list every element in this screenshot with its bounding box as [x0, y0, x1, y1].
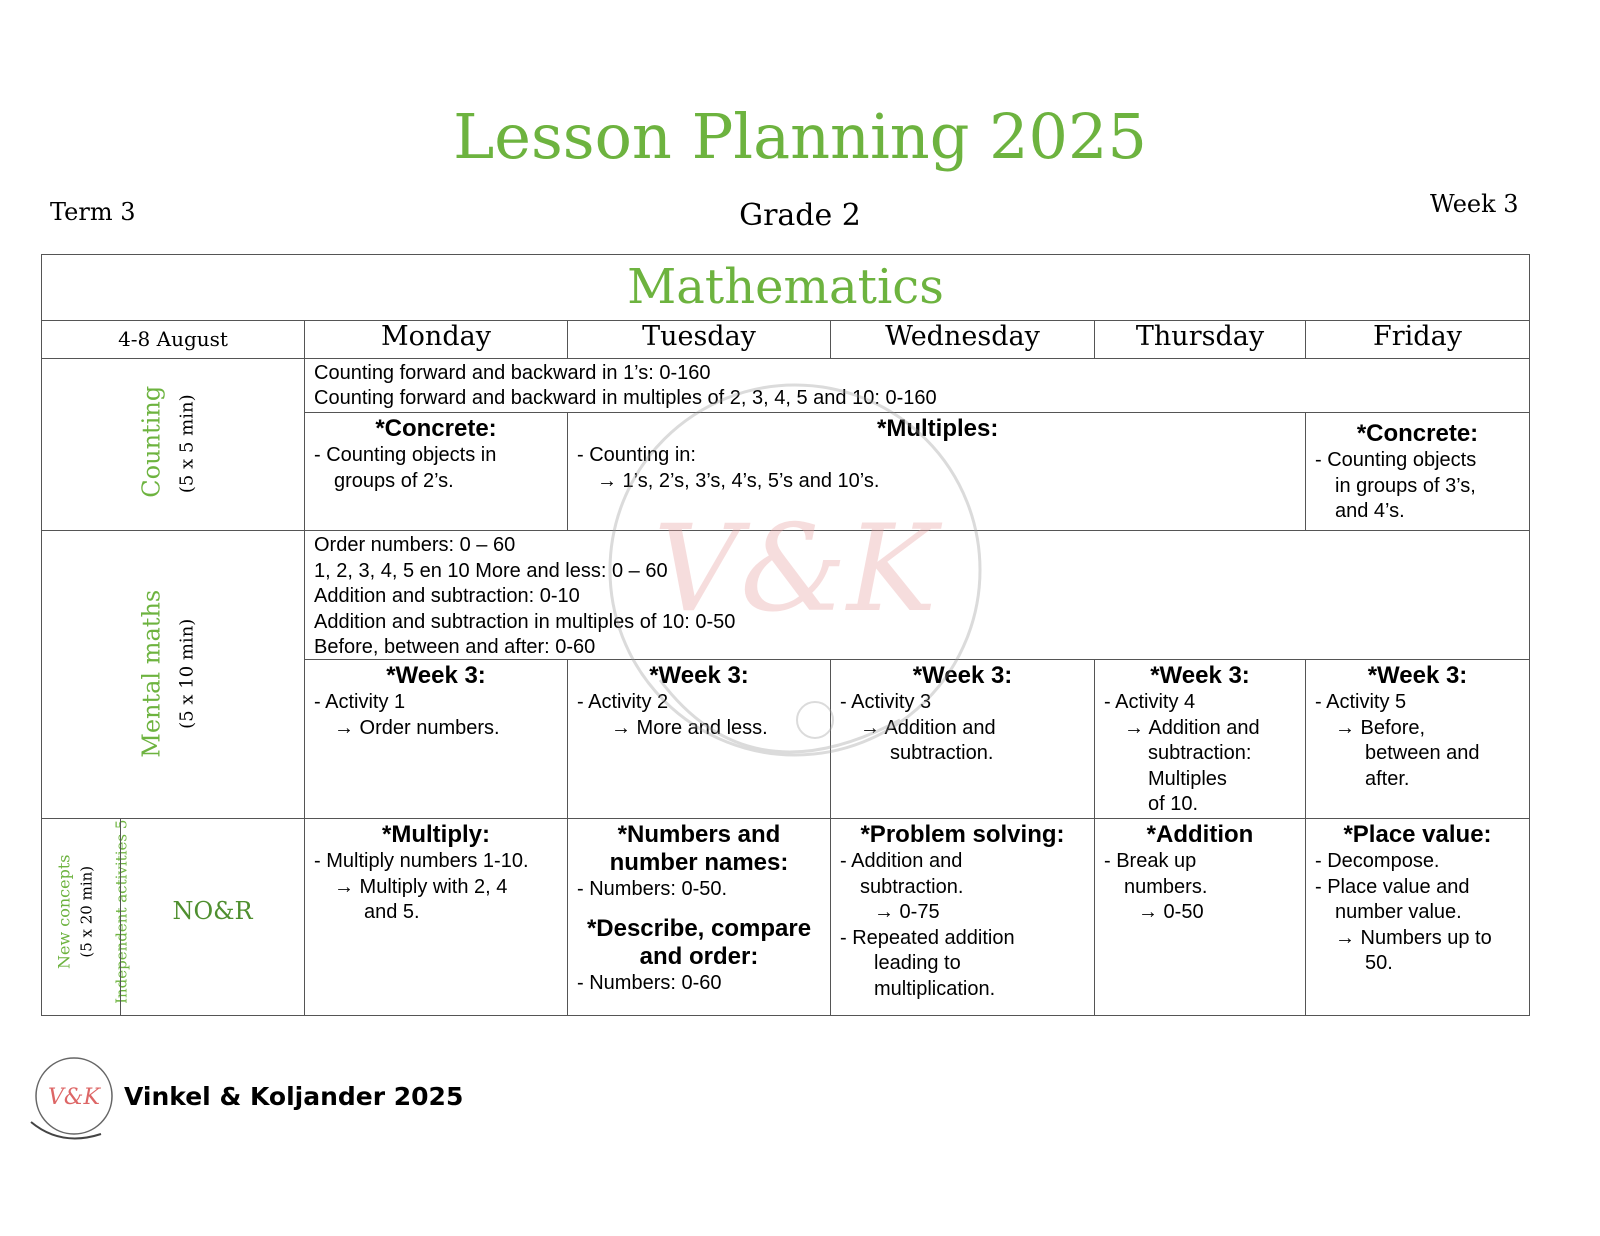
cell-heading: *Concrete: [375, 415, 497, 442]
text-line: - Place value and [1315, 875, 1470, 898]
term-label: Term 3 [50, 198, 136, 226]
text-line: → Order numbers. [334, 716, 500, 739]
text-line: - Activity 5 [1315, 691, 1407, 713]
new-tuesday [567, 818, 831, 1016]
mental-general [304, 530, 1530, 660]
text-line: - Numbers: 0-50. [577, 878, 728, 900]
date-range: 4-8 August [41, 320, 305, 359]
mental-label-cell [41, 530, 305, 819]
text-line: - Multiply numbers 1-10. [314, 850, 529, 872]
text-line: and 4’s. [1335, 500, 1405, 522]
cell-heading: *Addition [1146, 821, 1254, 848]
new-concepts-time: (5 x 20 min) [77, 865, 96, 958]
text-line: - Counting objects [1315, 449, 1477, 471]
text-line: → 1’s, 2’s, 3’s, 4’s, 5’s and 10’s. [597, 469, 880, 492]
text-line: Multiples [1148, 767, 1227, 790]
mental-time: (5 x 10 min) [176, 618, 198, 729]
day-monday: Monday [304, 320, 568, 359]
text-line: - Activity 1 [314, 691, 406, 713]
text-line: Addition and subtraction: 0-10 [314, 585, 580, 607]
text-line: → Before, [1335, 716, 1426, 739]
counting-multiples [567, 412, 1306, 531]
cell-heading: *Week 3: [386, 662, 486, 689]
day-tuesday: Tuesday [567, 320, 831, 359]
text-line: Counting forward and backward in multiples of 2, 3, 4, 5 and 10: 0-160 [314, 387, 937, 409]
footer-logo [26, 1052, 118, 1144]
text-line: → Addition and [860, 716, 996, 739]
text-line: Addition and subtraction in multiples of 10: 0-50 [314, 610, 736, 633]
text-line: leading to [874, 952, 961, 974]
counting-label-cell [41, 358, 305, 531]
text-line: - Activity 2 [577, 691, 669, 713]
text-line: - Addition and [840, 850, 963, 872]
cell-heading: *Multiply: [382, 821, 490, 848]
cell-heading: *Week 3: [912, 662, 1013, 689]
cell-heading: *Problem solving: [860, 821, 1065, 848]
grade-label: Grade 2 [739, 198, 861, 233]
text-line: → Numbers up to [1335, 926, 1492, 949]
new-friday [1305, 818, 1530, 1016]
page-title: Lesson Planning 2025 [453, 100, 1147, 173]
text-line: number value. [1335, 901, 1462, 923]
svg-text:V&K: V&K [653, 500, 937, 639]
text-line: - Counting in: [577, 444, 696, 466]
text-line: groups of 2’s. [334, 469, 454, 492]
new-concepts-label: New concepts [54, 854, 74, 969]
day-wednesday: Wednesday [830, 320, 1095, 359]
text-line: 50. [1365, 952, 1393, 974]
cell-heading: *Describe, compare and order: [586, 914, 812, 970]
text-line: → 0-75 [874, 901, 940, 923]
independent-activities-label: Independent activities 5 [112, 819, 131, 1004]
cell-heading: *Week 3: [649, 662, 749, 689]
text-line: subtraction: [1148, 742, 1252, 764]
cell-heading: *Concrete: [1356, 420, 1479, 447]
text-line: between and [1365, 742, 1480, 764]
text-line: → Multiply with 2, 4 [334, 875, 508, 898]
text-line: → More and less. [611, 716, 768, 739]
text-line: - Break up [1104, 850, 1197, 872]
footer-credit: Vinkel & Koljander 2025 [124, 1082, 464, 1111]
text-line: Counting forward and backward in 1’s: 0-160 [314, 362, 711, 384]
text-line: - Activity 4 [1104, 691, 1196, 713]
subject-title: Mathematics [41, 254, 1530, 321]
text-line: → 0-50 [1138, 901, 1204, 923]
text-line: subtraction. [890, 742, 994, 764]
mental-monday [304, 659, 568, 819]
cell-heading: *Week 3: [1150, 662, 1250, 689]
cell-heading: *Numbers and number names: [609, 821, 789, 876]
week-label: Week 3 [1430, 190, 1519, 218]
counting-friday [1305, 412, 1530, 531]
text-line: in groups of 3’s, [1335, 474, 1476, 497]
text-line: - Numbers: 0-60 [577, 971, 722, 994]
text-line: of 10. [1148, 793, 1199, 815]
cell-heading: *Place value: [1343, 821, 1492, 848]
counting-label: Counting [137, 385, 166, 498]
day-friday: Friday [1305, 320, 1530, 359]
mental-wednesday [830, 659, 1095, 819]
text-line: Order numbers: 0 – 60 [314, 534, 516, 556]
text-line: and 5. [364, 901, 420, 923]
text-line: - Activity 3 [840, 691, 932, 713]
counting-monday [304, 412, 568, 531]
text-line: multiplication. [874, 977, 996, 1000]
text-line: - Repeated addition [840, 926, 1015, 949]
cell-heading: *Week 3: [1367, 662, 1468, 689]
new-wednesday [830, 818, 1095, 1016]
strand-label: NO&R [120, 818, 305, 1016]
text-line: → Addition and [1124, 716, 1260, 739]
text-line: - Counting objects in [314, 444, 497, 466]
day-thursday: Thursday [1094, 320, 1306, 359]
text-line: numbers. [1124, 875, 1208, 898]
svg-text:V&K: V&K [48, 1085, 100, 1110]
text-line: subtraction. [860, 875, 964, 898]
text-line: 1, 2, 3, 4, 5 en 10 More and less: 0 – 60 [314, 559, 668, 582]
text-line: - Decompose. [1315, 850, 1440, 872]
new-monday [304, 818, 568, 1016]
new-thursday [1094, 818, 1306, 1016]
mental-thursday [1094, 659, 1306, 819]
text-line: after. [1365, 767, 1410, 790]
counting-general [304, 358, 1530, 413]
counting-time: (5 x 5 min) [176, 394, 198, 494]
mental-tuesday [567, 659, 831, 819]
mental-friday [1305, 659, 1530, 819]
cell-heading: *Multiples: [877, 415, 999, 442]
mental-label: Mental maths [137, 589, 166, 758]
text-line: Before, between and after: 0-60 [314, 636, 596, 658]
new-concepts-label-cell [41, 818, 131, 1016]
